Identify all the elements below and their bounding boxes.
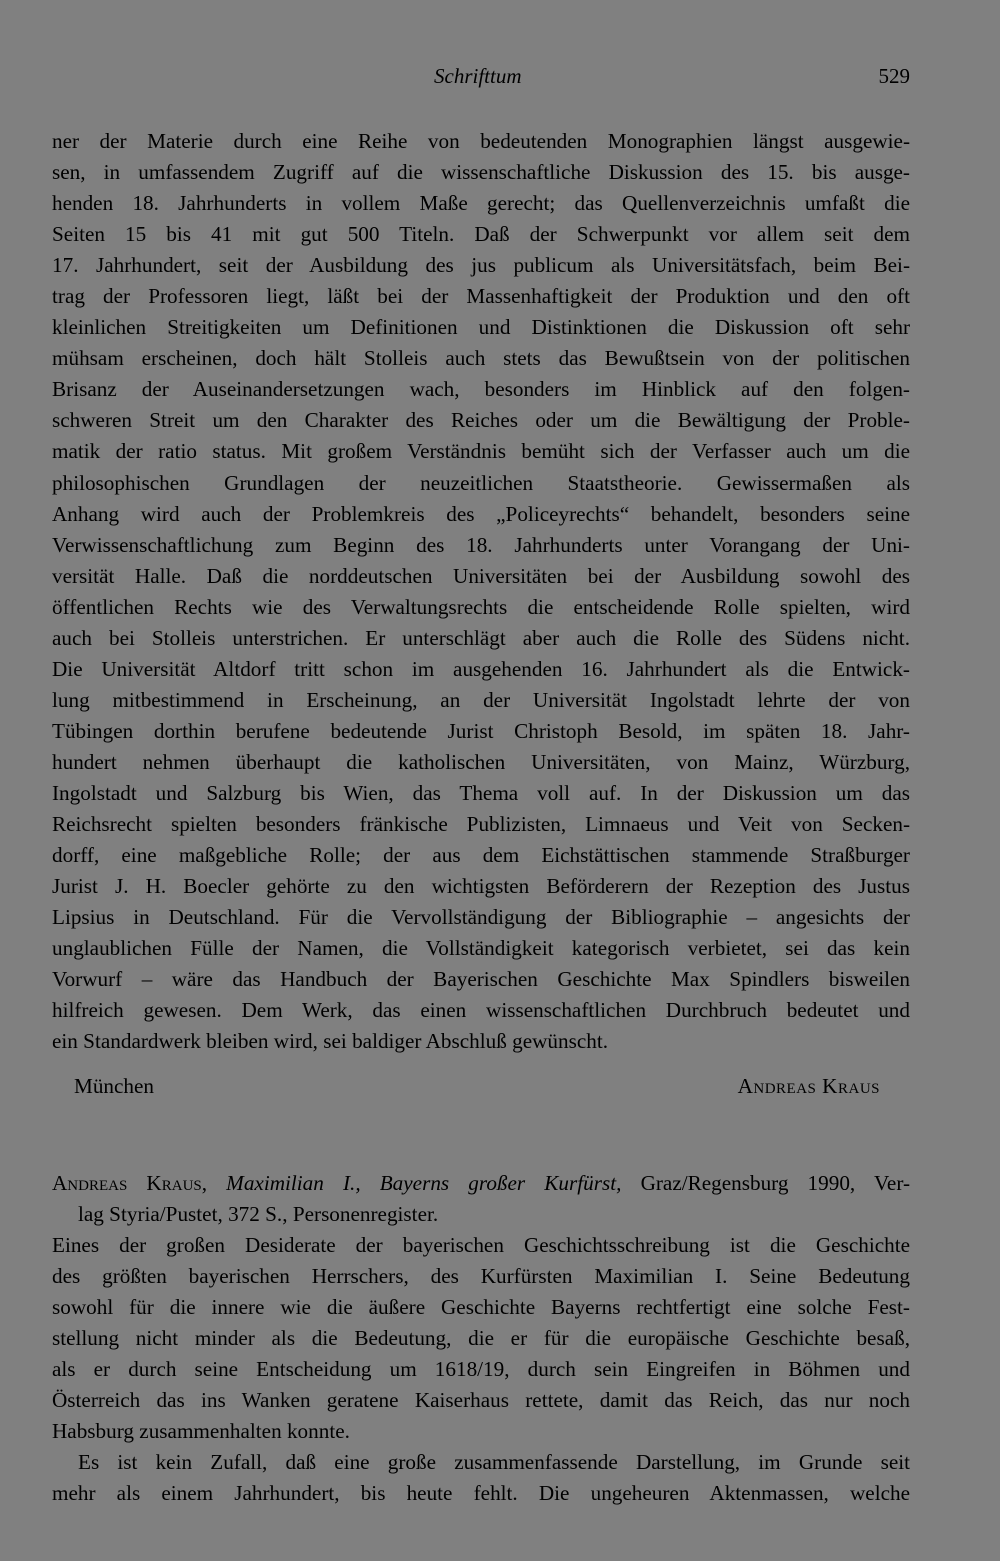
text-line: versität Halle. Daß die norddeutschen Universitäten bei der Ausbildung sowohl des <box>52 563 910 588</box>
text-line: Vorwurf – wäre das Handbuch der Bayerischen Geschichte Max Spindlers bisweilen <box>52 967 910 992</box>
text-line: unglaublichen Fülle der Namen, die Vollständigkeit kategorisch verbietet, sei das kein <box>52 936 910 961</box>
text-line: Österreich das ins Wanken geratene Kaiserhaus rettete, damit das Reich, das nur noch <box>52 1388 910 1413</box>
text-line: stellung nicht minder als die Bedeutung, die er für die europäische Geschichte besaß, <box>52 1326 910 1351</box>
text-line: Die Universität Altdorf tritt schon im ausgehenden 16. Jahrhundert als die Entwick- <box>52 656 910 681</box>
text-line: 17. Jahrhundert, seit der Ausbildung des jus publicum als Universitätsfach, beim Bei- <box>52 253 910 278</box>
text-line: schweren Streit um den Charakter des Reiches oder um die Bewältigung der Proble- <box>52 408 910 433</box>
text-line: Reichsrecht spielten besonders fränkische Publizisten, Limnaeus und Veit von Secken- <box>52 812 910 837</box>
text-line: sen, in umfassendem Zugriff auf die wissenschaftliche Diskussion des 15. bis ausge- <box>52 160 910 185</box>
text-line: Eines der großen Desiderate der bayerischen Geschichtsschreibung ist die Geschichte <box>52 1233 910 1258</box>
text-line: Brisanz der Auseinandersetzungen wach, besonders im Hinblick auf den folgen- <box>52 377 910 402</box>
text-line: lung mitbestimmend in Erscheinung, an der Universität Ingolstadt lehrte der von <box>52 687 910 712</box>
text-line: Jurist J. H. Boecler gehörte zu den wichtigsten Beförderern der Rezeption des Justus <box>52 874 910 899</box>
text-line: des größten bayerischen Herrschers, des Kurfürsten Maximilian I. Seine Bedeutung <box>52 1264 910 1289</box>
text-line: kleinlichen Streitigkeiten um Definitionen und Distinktionen die Diskussion oft sehr <box>52 315 910 340</box>
citation-publication: Graz/Regensburg 1990, Ver- <box>640 1171 911 1195</box>
page-number: 529 <box>878 64 910 88</box>
text-line: ein Standardwerk bleiben wird, sei baldiger Abschluß gewünscht. <box>52 1029 609 1054</box>
text-line: Verwissenschaftlichung zum Beginn des 18. Jahrhunderts unter Vorangang der Uni- <box>52 532 910 557</box>
citation-author: Andreas Kraus, <box>52 1171 208 1195</box>
text-line: mehr als einem Jahrhundert, bis heute fehlt. Die ungeheuren Aktenmassen, welche <box>52 1481 910 1506</box>
text-line: sowohl für die innere wie die äußere Geschichte Bayerns rechtfertigt eine solche Fest- <box>52 1295 910 1320</box>
review-1-signature <box>52 1074 880 1106</box>
text-line: Tübingen dorthin berufene bedeutende Jurist Christoph Besold, im späten 18. Jahr- <box>52 718 910 743</box>
review-1-text <box>52 126 910 1057</box>
text-line: Es ist kein Zufall, daß eine große zusammenfassende Darstellung, im Grunde seit <box>78 1450 910 1475</box>
text-line: Ingolstadt und Salzburg bis Wien, das Thema voll auf. In der Diskussion um das <box>52 780 910 805</box>
text-line: henden 18. Jahrhunderts in vollem Maße gerecht; das Quellenverzeichnis umfaßt die <box>52 191 910 216</box>
text-line: dorff, eine maßgebliche Rolle; der aus dem Eichstättischen stammende Straßburger <box>52 843 910 868</box>
text-line: ner der Materie durch eine Reihe von bedeutenden Monographien längst ausgewie- <box>52 129 910 153</box>
text-line: Seiten 15 bis 41 mit gut 500 Titeln. Daß der Schwerpunkt vor allem seit dem <box>52 222 910 247</box>
running-head <box>0 64 1000 94</box>
signature-author: Andreas Kraus <box>737 1074 880 1098</box>
text-line: hilfreich gewesen. Dem Werk, das einen wissenschaftlichen Durchbruch bedeutet und <box>52 998 910 1023</box>
text-line: Anhang wird auch der Problemkreis des „Policeyrechts“ behandelt, besonders seine <box>52 501 910 526</box>
signature-city: München <box>74 1074 155 1098</box>
citation-line <box>52 1168 910 1199</box>
citation-line: lag Styria/Pustet, 372 S., Personenregister. <box>78 1202 439 1227</box>
text-line: philosophischen Grundlagen der neuzeitlichen Staatstheorie. Gewissermaßen als <box>52 470 910 495</box>
citation-title: Maximilian I., Bayerns großer Kurfürst, <box>226 1171 622 1195</box>
text-line: öffentlichen Rechts wie des Verwaltungsrechts die entscheidende Rolle spielten, wird <box>52 594 910 619</box>
review-2-text <box>52 1168 910 1510</box>
text-line: Habsburg zusammenhalten konnte. <box>52 1419 350 1444</box>
text-line: matik der ratio status. Mit großem Verständnis bemüht sich der Verfasser auch um die <box>52 439 910 464</box>
text-line: trag der Professoren liegt, läßt bei der Massenhaftigkeit der Produktion und den oft <box>52 284 910 309</box>
running-title: Schrifttum <box>434 64 522 88</box>
text-line: auch bei Stolleis unterstrichen. Er unterschlägt aber auch die Rolle des Südens nicht. <box>52 625 910 650</box>
text-line: Lipsius in Deutschland. Für die Vervollständigung der Bibliographie – angesichts der <box>52 905 910 930</box>
text-line: als er durch seine Entscheidung um 1618/19, durch sein Eingreifen in Böhmen und <box>52 1357 910 1382</box>
text-line: mühsam erscheinen, doch hält Stolleis auch stets das Bewußtsein von der politischen <box>52 346 910 371</box>
text-line: hundert nehmen überhaupt die katholischen Universitäten, von Mainz, Würzburg, <box>52 749 910 774</box>
